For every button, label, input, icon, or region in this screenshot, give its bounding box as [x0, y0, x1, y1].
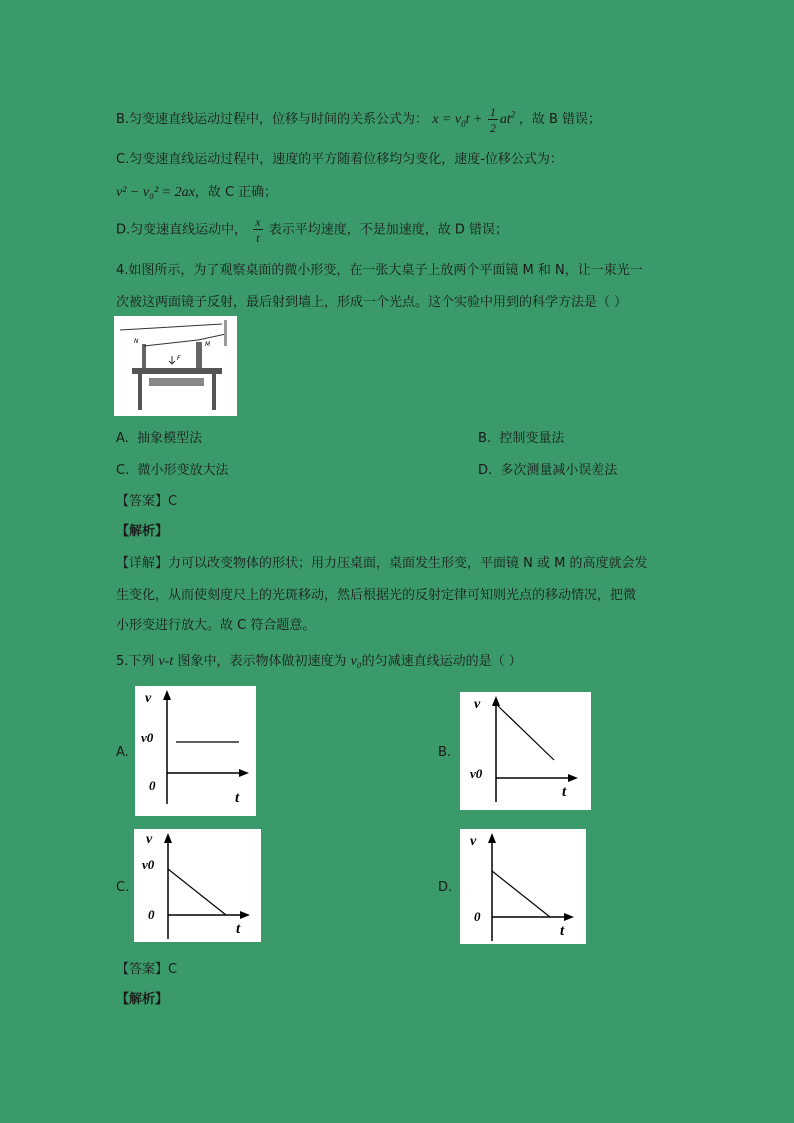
graph-c-key: C. — [116, 880, 130, 895]
mirror-experiment-drawing — [114, 316, 237, 416]
graph-c-t-arrow — [240, 911, 250, 919]
graph-a-v-arrow — [163, 690, 171, 700]
graph-d-line — [492, 871, 550, 917]
graph-d-t-arrow — [564, 913, 574, 921]
b-suffix: ，故 B 错误； — [518, 112, 601, 128]
q5-analysis-title: 【解析】 — [116, 992, 169, 1007]
graph-a-plot — [135, 686, 256, 816]
q4-detail-3: 小形变进行放大。故 C 符合题意。 — [116, 618, 316, 633]
mirror-n-stand — [142, 344, 146, 368]
table-leg-left — [138, 374, 142, 410]
d-prefix: D.匀变速直线运动中， — [116, 222, 248, 238]
graph-c-line — [168, 869, 226, 915]
graph-d-v-arrow — [488, 833, 496, 843]
graph-b-t-arrow — [568, 774, 578, 782]
graph-c — [134, 829, 261, 942]
c-formula: v² − v₀² = 2ax — [116, 185, 195, 200]
x-over-t-fraction: $\frac{x}{t}$ — [255, 215, 261, 245]
b-prefix: B.匀变速直线运动过程中，位移与时间的关系公式为： — [116, 112, 429, 128]
q4-detail-2: 生变化，从而使刻度尺上的光斑移动，然后根据光的反射定律可知则光点的移动情况，把微 — [116, 588, 637, 603]
graph-d-plot — [460, 829, 586, 944]
option-d-explanation — [116, 216, 508, 244]
light-ray-3 — [198, 334, 226, 340]
option-c: C. 微小形变放大法 — [116, 463, 229, 478]
graph-b-t-label: t — [562, 784, 567, 800]
graph-b-line — [498, 706, 554, 760]
graph-b-v-label: v — [474, 697, 481, 712]
graph-c-v-label: v — [146, 832, 153, 847]
option-d: D. 多次测量减小误差法 — [478, 463, 618, 478]
table-leg-right — [212, 374, 216, 410]
graph-a-zero-label: 0 — [149, 778, 156, 793]
q4-analysis-title: 【解析】 — [116, 524, 169, 539]
graph-d-zero-label: 0 — [474, 909, 481, 924]
graph-a — [135, 686, 256, 816]
q4-answer: 【答案】C — [116, 494, 178, 509]
graph-b-key: B. — [438, 745, 452, 760]
option-b-explanation — [116, 106, 601, 134]
graph-a-key: A. — [116, 745, 129, 760]
table-rail — [149, 378, 204, 386]
label-f: F — [177, 355, 181, 362]
label-n: N — [134, 338, 139, 345]
option-c-formula-line — [116, 181, 277, 201]
graph-a-v-label: v — [145, 691, 152, 706]
graph-a-t-arrow — [239, 769, 249, 777]
question-4-line-2: 次被这两面镜子反射，最后射到墙上，形成一个光点。这个实验中用到的科学方法是（ ） — [116, 295, 628, 310]
light-ray-2 — [144, 340, 198, 346]
table-top — [132, 368, 222, 374]
option-a: A. 抽象模型法 — [116, 431, 203, 446]
graph-d-v-label: v — [470, 834, 477, 849]
d-suffix: 表示平均速度，不是加速度，故 D 错误； — [268, 222, 509, 238]
mirror-m-stand — [196, 342, 202, 368]
graph-b-plot — [460, 692, 591, 810]
graph-c-v-arrow — [164, 833, 172, 843]
graph-a-t-label: t — [235, 790, 240, 806]
graph-c-v0-label: v0 — [142, 857, 155, 872]
graph-c-t-label: t — [236, 921, 241, 937]
graph-b-v0-label: v0 — [470, 766, 483, 781]
graph-b-v-arrow — [492, 696, 500, 706]
mirror-experiment-figure — [114, 316, 237, 416]
question-5: 5.下列 v-t 图象中，表示物体做初速度为 v₀的匀减速直线运动的是（ ） — [116, 654, 522, 669]
option-b: B. 控制变量法 — [478, 431, 565, 446]
force-arrow — [169, 356, 175, 364]
graph-c-zero-label: 0 — [148, 907, 155, 922]
graph-d — [460, 829, 586, 944]
q4-detail-1: 【详解】力可以改变物体的形状；用力压桌面，桌面发生形变，平面镜 N 或 M 的高度就会发 — [116, 556, 648, 571]
light-ray-1 — [120, 324, 222, 330]
graph-d-key: D. — [438, 880, 453, 895]
wall-scale — [224, 320, 227, 346]
question-4-line-1: 4.如图所示，为了观察桌面的微小形变，在一张大桌子上放两个平面镜 M 和 N，让一束光一 — [116, 263, 643, 278]
graph-d-t-label: t — [560, 923, 565, 939]
half-fraction: $\frac{1}{2}$ — [489, 105, 496, 135]
graph-a-v0-label: v0 — [141, 730, 154, 745]
graph-c-plot — [134, 829, 261, 942]
c-suffix: ，故 C 正确； — [194, 185, 278, 200]
b-formula: $x = v_0t$ + $\frac{1}{2}$ $at^2$ — [432, 105, 516, 135]
q5-answer: 【答案】C — [116, 962, 178, 977]
option-c-explanation: C.匀变速直线运动过程中，速度的平方随着位移均匀变化，速度-位移公式为： — [116, 152, 563, 167]
label-m: M — [205, 341, 211, 348]
graph-b — [460, 692, 591, 810]
